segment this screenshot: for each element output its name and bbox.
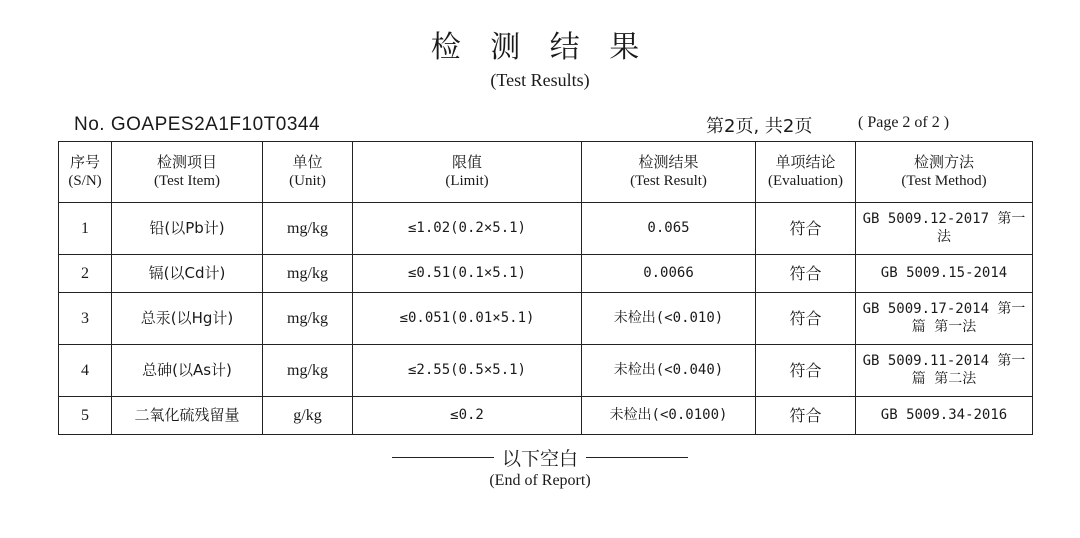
cell-evaluation: 符合 xyxy=(756,203,856,255)
report-title-en: (Test Results) xyxy=(490,70,590,90)
table-row xyxy=(59,293,1033,345)
cell-limit: ≤2.55(0.5×5.1) xyxy=(353,345,582,397)
cell-unit: mg/kg xyxy=(263,293,353,345)
column-header-label: 检测方法 xyxy=(913,153,974,172)
cell-test-method: GB 5009.12-2017 第一法 xyxy=(856,203,1033,255)
cell-unit: g/kg xyxy=(263,397,353,435)
cell-limit: ≤0.051(0.01×5.1) xyxy=(353,293,582,345)
column-header-label-en: (Test Result) xyxy=(630,173,707,189)
cell-test-result: 0.065 xyxy=(582,203,756,255)
table-row xyxy=(59,255,1033,293)
table-header-row xyxy=(59,142,1033,203)
divider-right xyxy=(586,457,688,458)
cell-test-method: GB 5009.15-2014 xyxy=(856,255,1033,293)
table-row xyxy=(59,203,1033,255)
cell-limit: ≤0.51(0.1×5.1) xyxy=(353,255,582,293)
cell-evaluation: 符合 xyxy=(756,345,856,397)
cell-sn: 1 xyxy=(59,203,112,255)
cell-limit: ≤0.2 xyxy=(353,397,582,435)
column-header-label-en: (Limit) xyxy=(445,173,489,189)
column-header-test-result xyxy=(582,142,756,203)
cell-test-result: 0.0066 xyxy=(582,255,756,293)
page-indicator: 第2页, 共2页 xyxy=(706,116,813,137)
test-results-table xyxy=(58,141,1033,435)
cell-unit: mg/kg xyxy=(263,345,353,397)
cell-sn: 2 xyxy=(59,255,112,293)
cell-evaluation: 符合 xyxy=(756,293,856,345)
report-number: No. GOAPES2A1F10T0344 xyxy=(74,114,321,135)
column-header-evaluation xyxy=(756,142,856,203)
cell-test-item: 总砷(以As计) xyxy=(112,345,263,397)
column-header-unit xyxy=(263,142,353,203)
column-header-label: 单位 xyxy=(292,153,323,172)
column-header-label-en: (Unit) xyxy=(289,173,326,189)
end-of-report-label: 以下空白 xyxy=(501,448,578,470)
column-header-label-en: (Test Method) xyxy=(901,173,987,189)
column-header-label: 序号 xyxy=(69,153,100,172)
column-header-sn xyxy=(59,142,112,203)
cell-unit: mg/kg xyxy=(263,203,353,255)
column-header-label-en: (S/N) xyxy=(68,173,102,189)
column-header-label: 检测项目 xyxy=(156,153,217,172)
column-header-label-en: (Test Item) xyxy=(153,173,220,189)
column-header-label-en: (Evaluation) xyxy=(768,173,843,189)
cell-sn: 5 xyxy=(59,397,112,435)
column-header-limit xyxy=(353,142,582,203)
cell-test-method: GB 5009.17-2014 第一篇 第一法 xyxy=(856,293,1033,345)
cell-test-result: 未检出(<0.0100) xyxy=(582,397,756,435)
cell-test-item: 镉(以Cd计) xyxy=(112,255,263,293)
cell-limit: ≤1.02(0.2×5.1) xyxy=(353,203,582,255)
cell-test-item: 铅(以Pb计) xyxy=(112,203,263,255)
end-of-report-label-en: (End of Report) xyxy=(489,472,591,489)
column-header-test-item xyxy=(112,142,263,203)
cell-test-method: GB 5009.11-2014 第一篇 第二法 xyxy=(856,345,1033,397)
column-header-test-method xyxy=(856,142,1033,203)
cell-evaluation: 符合 xyxy=(756,397,856,435)
table-row xyxy=(59,397,1033,435)
divider-left xyxy=(392,457,494,458)
cell-unit: mg/kg xyxy=(263,255,353,293)
cell-test-item: 二氧化硫残留量 xyxy=(112,397,263,435)
report-title: 检 测 结 果 xyxy=(430,30,650,65)
page-indicator-en: ( Page 2 of 2 ) xyxy=(858,114,950,131)
column-header-label: 检测结果 xyxy=(638,153,699,172)
cell-sn: 3 xyxy=(59,293,112,345)
table-row xyxy=(59,345,1033,397)
column-header-label: 限值 xyxy=(451,153,482,172)
cell-test-result: 未检出(<0.010) xyxy=(582,293,756,345)
end-of-report-line xyxy=(0,444,1080,471)
cell-test-result: 未检出(<0.040) xyxy=(582,345,756,397)
cell-sn: 4 xyxy=(59,345,112,397)
cell-evaluation: 符合 xyxy=(756,255,856,293)
cell-test-item: 总汞(以Hg计) xyxy=(112,293,263,345)
cell-test-method: GB 5009.34-2016 xyxy=(856,397,1033,435)
column-header-label: 单项结论 xyxy=(775,153,836,172)
